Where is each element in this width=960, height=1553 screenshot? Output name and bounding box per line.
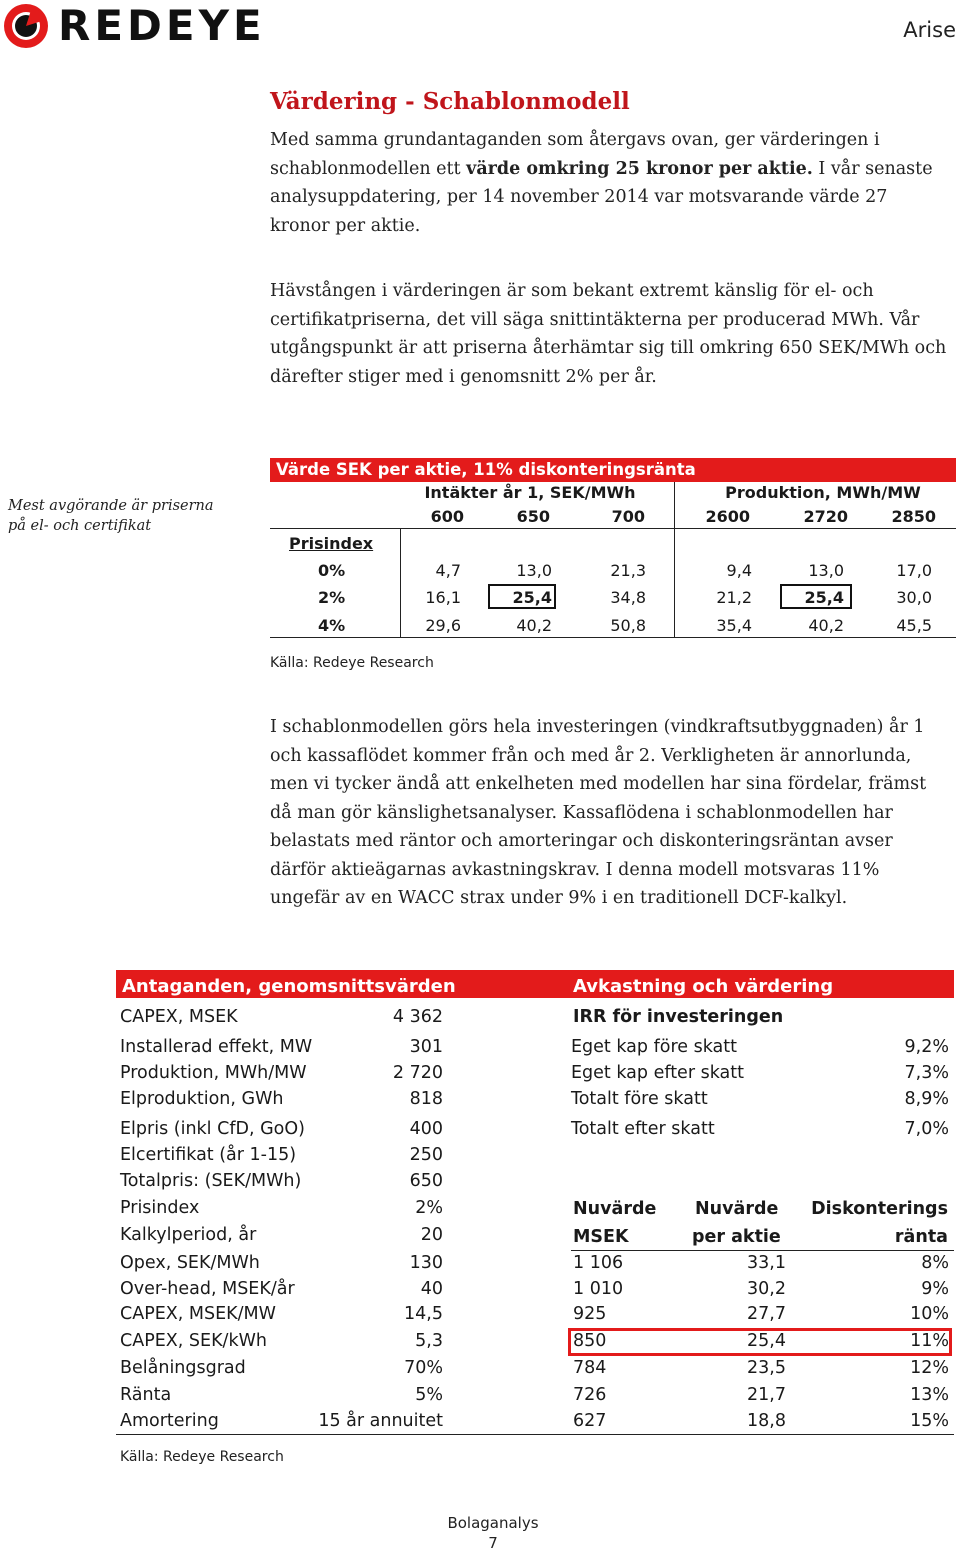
irr-title: IRR för investeringen	[573, 1007, 784, 1027]
valuation-cell: 925	[573, 1304, 607, 1324]
assumption-value: 2 720	[392, 1063, 443, 1083]
redeye-eye-icon	[2, 2, 50, 50]
row-label: 4%	[318, 616, 346, 635]
table-divider	[400, 528, 401, 638]
col-header: 2720	[803, 507, 848, 526]
assumption-label: Ränta	[120, 1385, 172, 1405]
valuation-cell: 726	[573, 1385, 607, 1405]
irr-label: Eget kap före skatt	[571, 1037, 737, 1057]
table-cell: 21,3	[610, 561, 646, 580]
assumption-value: 818	[409, 1089, 443, 1109]
irr-value: 9,2%	[904, 1037, 949, 1057]
val-col-header: Diskonterings	[811, 1199, 948, 1219]
assumption-label: Produktion, MWh/MW	[120, 1063, 307, 1083]
assumption-label: CAPEX, SEK/kWh	[120, 1331, 267, 1351]
irr-label: Totalt före skatt	[571, 1089, 708, 1109]
assumption-label: Amortering	[120, 1411, 219, 1431]
valuation-cell: 12%	[910, 1358, 949, 1378]
row-group-label: Prisindex	[289, 534, 374, 553]
assumption-value: 400	[409, 1119, 443, 1139]
valuation-cell: 27,7	[747, 1304, 786, 1324]
valuation-cell: 1 010	[573, 1279, 624, 1299]
table-cell: 4,7	[435, 561, 461, 580]
assumption-value: 2%	[415, 1198, 443, 1218]
assumption-value: 301	[409, 1037, 443, 1057]
sensitivity-table-header: Värde SEK per aktie, 11% diskonteringsränta	[270, 458, 956, 482]
col-header: 700	[611, 507, 645, 526]
valuation-cell: 627	[573, 1411, 607, 1431]
assumption-label: Over-head, MSEK/år	[120, 1279, 295, 1299]
table-cell-highlighted: 25,4	[512, 588, 552, 607]
valuation-cell: 21,7	[747, 1385, 786, 1405]
footer-label: Bolaganalys	[447, 1514, 539, 1532]
table-cell: 21,2	[716, 588, 752, 607]
assumption-label: Kalkylperiod, år	[120, 1225, 257, 1245]
assumptions-valuation-table	[116, 970, 954, 1440]
irr-label: Totalt efter skatt	[571, 1119, 715, 1139]
valuation-cell: 1 106	[573, 1253, 624, 1273]
assumption-value: 250	[409, 1145, 443, 1165]
table-cell: 50,8	[610, 616, 646, 635]
table-cell: 40,2	[808, 616, 844, 635]
table-cell: 35,4	[716, 616, 752, 635]
sidenote: Mest avgörande är priserna på el- och certifikat	[8, 498, 214, 534]
source-note: Källa: Redeye Research	[120, 1449, 284, 1465]
assumption-value: 14,5	[404, 1304, 443, 1324]
company-name: Arise	[903, 18, 956, 42]
group-header-revenue: Intäkter år 1, SEK/MWh	[424, 483, 636, 502]
assumption-label: Belåningsgrad	[120, 1358, 246, 1378]
irr-label: Eget kap efter skatt	[571, 1063, 744, 1083]
valuation-cell: 18,8	[747, 1411, 786, 1431]
row-label: 2%	[318, 588, 346, 607]
table-cell: 45,5	[896, 616, 932, 635]
irr-value: 8,9%	[904, 1089, 949, 1109]
assumption-label: Elcertifikat (år 1-15)	[120, 1145, 297, 1165]
highlight-box	[568, 1328, 952, 1356]
table-cell: 30,0	[896, 588, 932, 607]
val-col-header: per aktie	[692, 1227, 781, 1247]
table-rule	[116, 1434, 954, 1435]
val-col-header: ränta	[894, 1227, 948, 1247]
paragraph-valuation: Med samma grundantaganden som återgavs ovan, ger värderingen i schablonmodellen ett värde omkring 25 kronor per aktie. I vår senaste analysuppdatering, per 14 november 2014 var motsvarande värde 27 kronor per aktie.	[270, 130, 933, 236]
assumption-value: 15 år annuitet	[318, 1411, 443, 1431]
assumption-value: 650	[409, 1171, 443, 1191]
group-header-production: Produktion, MWh/MW	[725, 483, 921, 502]
valuation-cell: 784	[573, 1358, 607, 1378]
paragraph-model: I schablonmodellen görs hela investeringen (vindkraftsutbyggnaden) år 1 och kassaflödet kommer från och med år 2. Verkligheten är annorlunda, men vi tycker ändå att enkelheten med modellen har sina fördelar, främst då man gör känslighetsanalyser. Kassaflödena i schablonmodellen har belastats med räntor och amorteringar och diskonteringsräntan avser därför aktieägarnas avkastningskrav. I denna modell motsvaras 11% ungefär av en WACC strax under 9% i en traditionell DCF-kalkyl.	[270, 717, 927, 908]
table-cell: 40,2	[516, 616, 552, 635]
table-rule	[270, 637, 956, 638]
col-header: 650	[516, 507, 550, 526]
source-note: Källa: Redeye Research	[270, 655, 434, 671]
assumption-value: 40	[420, 1279, 443, 1299]
valuation-cell: 23,5	[747, 1358, 786, 1378]
page-number: 7	[488, 1534, 498, 1552]
table-cell: 29,6	[425, 616, 461, 635]
col-header: 2600	[705, 507, 750, 526]
val-col-header: MSEK	[573, 1227, 629, 1247]
assumption-label: Totalpris: (SEK/MWh)	[120, 1171, 302, 1191]
valuation-cell: 15%	[910, 1411, 949, 1431]
assumption-label: Elpris (inkl CfD, GoO)	[120, 1119, 305, 1139]
valuation-cell: 13%	[910, 1385, 949, 1405]
irr-value: 7,3%	[904, 1063, 949, 1083]
assumption-label: CAPEX, MSEK/MW	[120, 1304, 276, 1324]
irr-value: 7,0%	[904, 1119, 949, 1139]
valuation-cell: 25,4	[747, 1331, 786, 1351]
table-cell: 17,0	[896, 561, 932, 580]
assumption-label: CAPEX, MSEK	[120, 1007, 238, 1027]
table-cell: 9,4	[726, 561, 752, 580]
paragraph-leverage: Hävstången i värderingen är som bekant extremt känslig för el- och certifikatpriserna, det vill säga snittintäkterna per producerad MWh. Vår utgångspunkt är att priserna återhämtar sig till omkring 650 SEK/MWh och därefter stiger med i genomsnitt 2% per år.	[270, 281, 947, 387]
assumption-value: 70%	[404, 1358, 443, 1378]
col-header: 2850	[891, 507, 936, 526]
assumption-value: 5,3	[415, 1331, 443, 1351]
sensitivity-table	[270, 458, 956, 638]
table-divider	[674, 482, 675, 638]
table-cell: 13,0	[808, 561, 844, 580]
assumption-label: Installerad effekt, MW	[120, 1037, 313, 1057]
logo-text: REDEYE	[58, 1, 266, 50]
assumption-value: 4 362	[392, 1007, 443, 1027]
assumptions-header: Antaganden, genomsnittsvärden	[122, 976, 456, 997]
valuation-cell: 8%	[921, 1253, 949, 1273]
table-rule	[270, 528, 956, 529]
assumption-label: Opex, SEK/MWh	[120, 1253, 260, 1273]
table-rule	[571, 1250, 954, 1251]
table-cell: 16,1	[425, 588, 461, 607]
valuation-cell: 30,2	[747, 1279, 786, 1299]
valuation-header: Avkastning och värdering	[573, 976, 834, 997]
assumption-value: 20	[420, 1225, 443, 1245]
valuation-cell: 850	[573, 1331, 607, 1351]
valuation-cell: 9%	[921, 1279, 949, 1299]
valuation-cell: 11%	[910, 1331, 949, 1351]
valuation-cell: 33,1	[747, 1253, 786, 1273]
col-header: 600	[430, 507, 464, 526]
section-title: Värdering - Schablonmodell	[270, 88, 630, 115]
row-label: 0%	[318, 561, 346, 580]
val-col-header: Nuvärde	[695, 1199, 779, 1219]
val-col-header: Nuvärde	[573, 1199, 657, 1219]
page-footer	[0, 1513, 960, 1553]
table-cell: 34,8	[610, 588, 646, 607]
valuation-cell: 10%	[910, 1304, 949, 1324]
assumption-value: 130	[409, 1253, 443, 1273]
table-cell: 13,0	[516, 561, 552, 580]
redeye-logo	[2, 2, 266, 50]
assumption-label: Prisindex	[120, 1198, 200, 1218]
table-cell-highlighted: 25,4	[804, 588, 844, 607]
assumption-label: Elproduktion, GWh	[120, 1089, 284, 1109]
assumption-value: 5%	[415, 1385, 443, 1405]
